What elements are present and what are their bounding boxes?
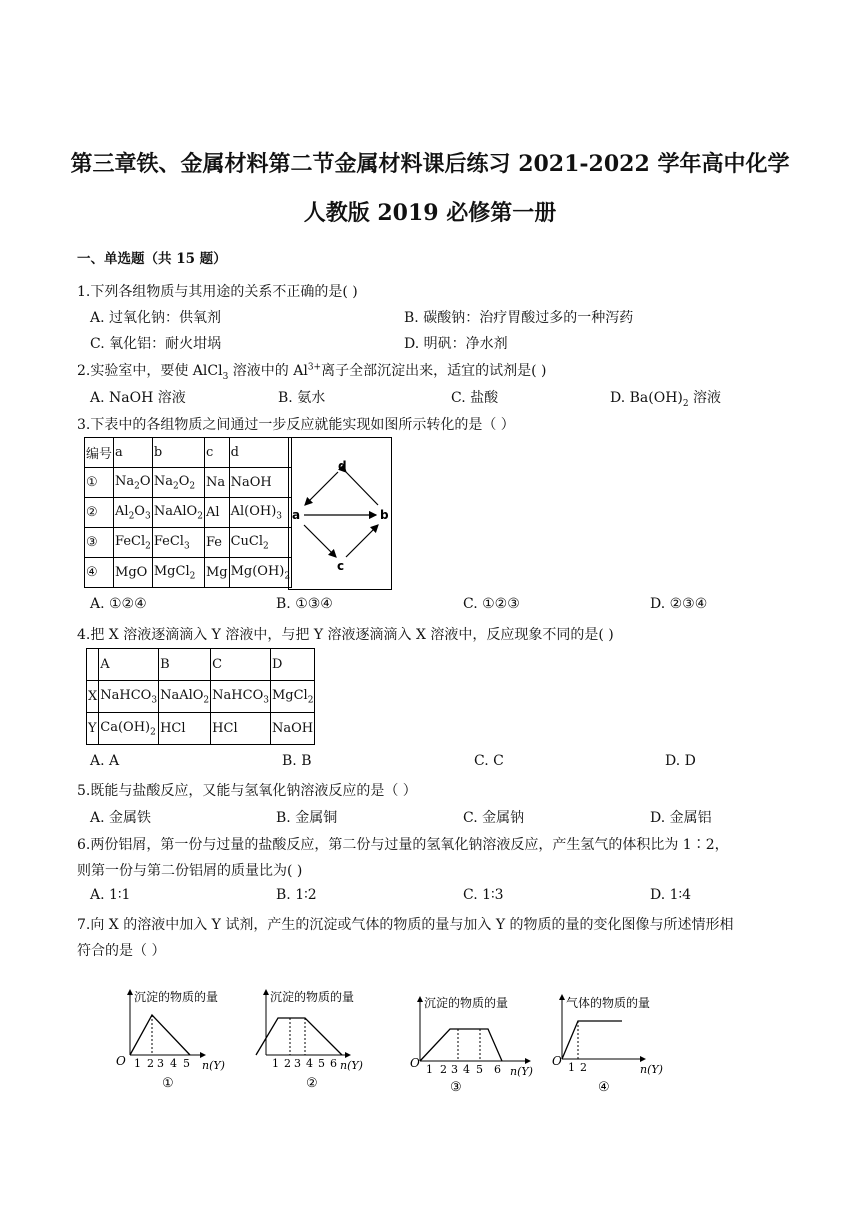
q3-table-cell: NaAlO$_2$	[152, 498, 204, 528]
graph-3-xlabel: n(Y)	[510, 1065, 533, 1078]
q3-table-cell: $Na_2O$	[114, 468, 153, 498]
graph-2-xlabel: n(Y)	[340, 1059, 363, 1072]
q3-table-row	[85, 498, 292, 528]
graph-4	[552, 995, 663, 1095]
q3-table-cell: c	[204, 438, 229, 468]
q6-stem-1: 6.两份铝屑，第一份与过量的盐酸反应，第二份与过量的氢氧化钠溶液反应，产生氢气的体积比为 1∶2，	[77, 837, 729, 853]
graph-1-xlabel: n(Y)	[202, 1059, 225, 1072]
q4-table-row	[87, 649, 315, 681]
q2-stem: 2.实验室中，要使 AlCl$_3$ 溶液中的 $Al^{3+}$离子全部沉淀出来，适宜的试剂是( )	[77, 362, 547, 382]
q4-table-cell: NaHCO$_3$	[211, 681, 271, 713]
graph-2-tick-6: 6	[330, 1057, 337, 1070]
q4-table-cell: $Ca(OH)_2$	[99, 713, 159, 745]
graph-4-xlabel: n(Y)	[640, 1063, 663, 1076]
q2-option-c: C. 盐酸	[451, 390, 499, 406]
q1-option-c: C. 氧化铝：耐火坩埚	[90, 336, 222, 352]
title-line-1: 第三章铁、金属材料第二节金属材料课后练习 2021-2022 学年高中化学	[70, 151, 790, 177]
q3-option-c: C. ①②③	[463, 596, 520, 612]
q3-table-cell: CuCl$_2$	[229, 528, 292, 558]
q3-table-cell: MgCl$_2$	[152, 558, 204, 588]
q4-table-cell: NaHCO$_3$	[99, 681, 159, 713]
graph-3	[410, 995, 533, 1095]
graph-1-origin: O	[116, 1054, 126, 1068]
q5-option-a: A. 金属铁	[90, 810, 152, 826]
q4-option-b: B. B	[282, 753, 312, 769]
section-heading: 一、单选题（共 15 题）	[77, 251, 227, 267]
q5-option-b: B. 金属铜	[276, 810, 338, 826]
node-d: d	[338, 459, 347, 473]
graph-2-number: ②	[306, 1076, 318, 1091]
q3-table-cell: d	[229, 438, 292, 468]
q3-table-cell: ③	[85, 528, 114, 558]
q5-option-d: D. 金属铝	[650, 810, 712, 826]
graph-4-number: ④	[598, 1080, 610, 1095]
q5-stem: 5.既能与盐酸反应，又能与氢氧化钠溶液反应的是（ ）	[77, 783, 417, 799]
q4-table-cell	[87, 649, 99, 681]
q4-table-row	[87, 681, 315, 713]
q4-table-cell: B	[159, 649, 211, 681]
q3-table-cell: $Mg(OH)_2$	[229, 558, 292, 588]
graph-2-tick-1: 1	[272, 1057, 279, 1070]
q7-stem-1: 7.向 X 的溶液中加入 Y 试剂，产生的沉淀或气体的物质的量与加入 Y 的物质的量的变化图像与所述情形相	[77, 917, 734, 933]
graph-1	[116, 989, 225, 1091]
graph-2-tick-2: 2	[284, 1057, 291, 1070]
graph-2-tick-3: 3	[294, 1057, 301, 1070]
q3-stem: 3.下表中的各组物质之间通过一步反应就能实现如图所示转化的是（ ）	[77, 417, 515, 433]
graph-1-tick-4: 4	[170, 1057, 177, 1070]
q3-option-d: D. ②③④	[650, 596, 708, 612]
graph-1-ylabel: 沉淀的物质的量	[134, 990, 219, 1004]
graph-3-tick-4: 4	[463, 1063, 470, 1076]
graph-4-ylabel: 气体的物质的量	[566, 996, 651, 1010]
q7-stem-2: 符合的是（ ）	[77, 943, 166, 959]
q2-option-d: D. $Ba(OH)_2$ 溶液	[610, 390, 722, 409]
q3-table-cell: MgO	[114, 558, 153, 588]
q3-cycle-diagram	[288, 437, 392, 590]
graph-2	[256, 989, 363, 1091]
q3-option-a: A. ①②④	[90, 596, 147, 612]
q3-table-cell: Fe	[204, 528, 229, 558]
q3-table-cell: $Na_2O_2$	[152, 468, 204, 498]
q6-stem-2: 则第一份与第二份铝屑的质量比为( )	[77, 863, 303, 879]
graph-3-tick-6: 6	[494, 1063, 501, 1076]
q4-option-d: D. D	[665, 753, 696, 769]
graph-3-origin: O	[410, 1056, 420, 1070]
graph-4-origin: O	[552, 1054, 562, 1068]
graph-2-ylabel: 沉淀的物质的量	[270, 990, 355, 1004]
graph-3-tick-2: 2	[440, 1063, 447, 1076]
q4-table-cell: HCl	[211, 713, 271, 745]
graph-2-tick-5: 5	[318, 1057, 325, 1070]
node-a: a	[292, 508, 301, 522]
graph-1-tick-5: 5	[183, 1057, 190, 1070]
q4-option-c: C. C	[474, 753, 504, 769]
q3-table-cell: ②	[85, 498, 114, 528]
q4-table-cell: C	[211, 649, 271, 681]
graph-1-tick-2: 2	[147, 1057, 154, 1070]
title-line-2: 人教版 2019 必修第一册	[303, 200, 557, 226]
graph-3-number: ③	[450, 1080, 462, 1095]
q4-table-row	[87, 713, 315, 745]
graph-1-tick-1: 1	[134, 1057, 141, 1070]
q6-option-b: B. 1∶2	[276, 887, 317, 903]
q6-option-a: A. 1∶1	[90, 887, 131, 903]
q4-table-cell: Y	[87, 713, 99, 745]
q3-table-cell: $Al_2O_3$	[114, 498, 153, 528]
q4-table-cell: A	[99, 649, 159, 681]
q3-table-cell: ①	[85, 468, 114, 498]
q3-table	[84, 437, 292, 588]
q3-table-row	[85, 528, 292, 558]
q6-option-c: C. 1∶3	[463, 887, 504, 903]
q3-table-cell: Na	[204, 468, 229, 498]
q6-option-d: D. 1∶4	[650, 887, 692, 903]
q1-option-b: B. 碳酸钠：治疗胃酸过多的一种泻药	[404, 310, 634, 326]
q3-table-row	[85, 558, 292, 588]
q3-option-b: B. ①③④	[276, 596, 333, 612]
q1-stem: 1.下列各组物质与其用途的关系不正确的是( )	[77, 284, 358, 300]
q2-option-a: A. NaOH 溶液	[90, 390, 186, 406]
graph-4-tick-2: 2	[580, 1061, 587, 1074]
q3-table-cell: Mg	[204, 558, 229, 588]
q3-table-row	[85, 438, 292, 468]
q1-option-a: A. 过氧化钠：供氧剂	[90, 310, 222, 326]
graph-1-number: ①	[162, 1076, 174, 1091]
graph-4-tick-1: 1	[568, 1061, 575, 1074]
q4-table-cell: NaAlO$_2$	[159, 681, 211, 713]
q1-option-d: D. 明矾：净水剂	[404, 336, 508, 352]
q3-table-cell: FeCl$_2$	[114, 528, 153, 558]
q4-table-cell: NaOH	[270, 713, 314, 745]
q4-table-cell: MgCl$_2$	[270, 681, 314, 713]
q3-table-row	[85, 468, 292, 498]
q3-table-cell: 编号	[85, 438, 114, 468]
node-b: b	[380, 508, 389, 522]
q4-table-cell: D	[270, 649, 314, 681]
graph-3-tick-3: 3	[451, 1063, 458, 1076]
q4-option-a: A. A	[90, 753, 120, 769]
graph-3-ylabel: 沉淀的物质的量	[424, 996, 509, 1010]
q3-table-cell: NaOH	[229, 468, 292, 498]
graph-2-tick-4: 4	[306, 1057, 313, 1070]
q4-stem: 4.把 X 溶液逐滴滴入 Y 溶液中，与把 Y 溶液逐滴滴入 X 溶液中，反应现象不同的是( )	[77, 627, 614, 643]
q5-option-c: C. 金属钠	[463, 810, 525, 826]
q4-table-cell: X	[87, 681, 99, 713]
q2-option-b: B. 氨水	[278, 390, 326, 406]
node-c: c	[337, 559, 345, 573]
q3-table-cell: $Al(OH)_3$	[229, 498, 292, 528]
q3-table-cell: ④	[85, 558, 114, 588]
q3-table-cell: b	[152, 438, 204, 468]
graph-1-tick-3: 3	[157, 1057, 164, 1070]
q4-table	[86, 648, 315, 745]
graph-3-tick-1: 1	[426, 1063, 433, 1076]
q3-table-cell: FeCl$_3$	[152, 528, 204, 558]
q4-table-cell: HCl	[159, 713, 211, 745]
q7-graphs	[110, 985, 690, 1095]
q3-table-cell: a	[114, 438, 153, 468]
graph-3-tick-5: 5	[476, 1063, 483, 1076]
q3-table-cell: Al	[204, 498, 229, 528]
